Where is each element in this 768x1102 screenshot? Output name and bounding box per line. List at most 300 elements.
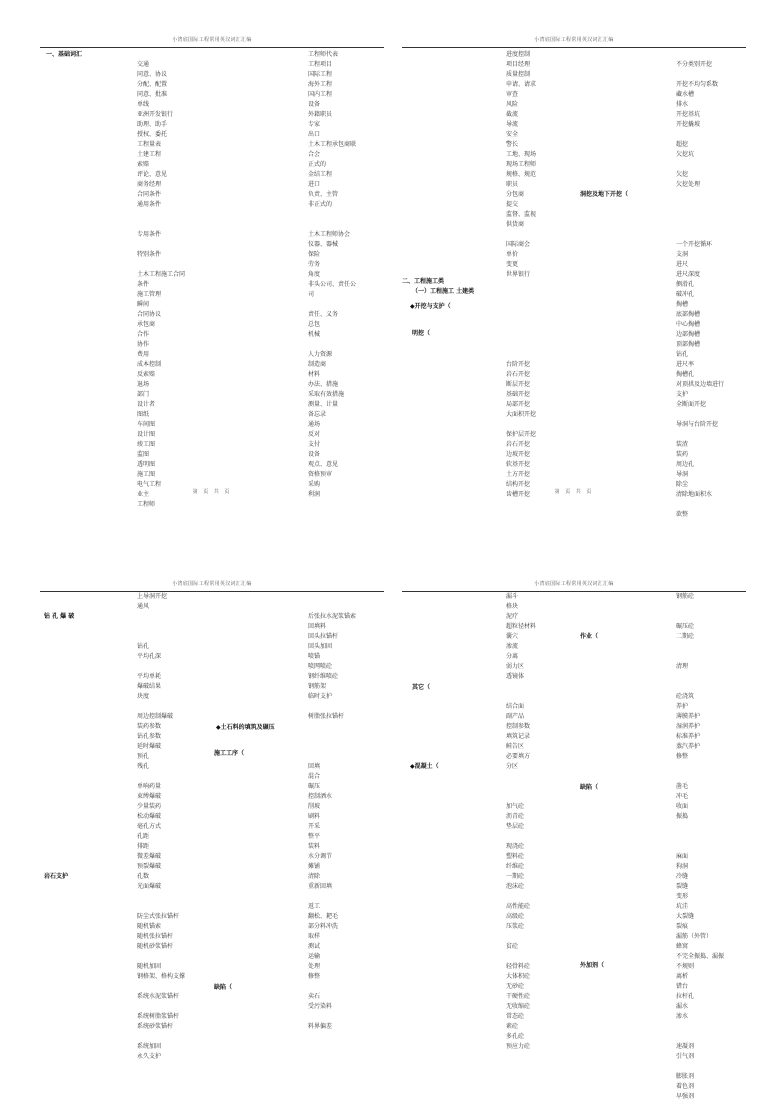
blank-line xyxy=(137,1002,185,1012)
term-item: 无收缩砼 xyxy=(506,1003,531,1010)
blank-line xyxy=(506,692,536,702)
term-item: 工程师 xyxy=(137,501,156,508)
blank-line xyxy=(137,662,185,672)
blank-line xyxy=(676,832,724,842)
blank-line xyxy=(506,932,536,942)
term-item: 预裂爆破 xyxy=(137,863,162,870)
term-item: 干硬性砼 xyxy=(506,993,531,1000)
term-item: 索赔 xyxy=(137,161,150,168)
term-item: 取样 xyxy=(308,933,321,940)
blank-line xyxy=(676,430,724,440)
blank-line xyxy=(308,982,356,992)
term-item: 导流 xyxy=(506,121,519,128)
blank-line xyxy=(676,160,724,170)
term-item: 清理 xyxy=(676,663,689,670)
category-heading: 施工工序（ xyxy=(214,750,245,757)
term-item: 漏水 xyxy=(676,1003,689,1010)
term-item: 利润 xyxy=(308,491,321,498)
term-item: 麻面 xyxy=(676,853,689,860)
term-item: 海外工程 xyxy=(308,81,333,88)
term-item: 车间图 xyxy=(137,421,156,428)
term-item: 分包商 xyxy=(506,191,525,198)
blank-line xyxy=(506,682,536,692)
term-item: 清除 xyxy=(308,873,321,880)
term-item: 平均孔深 xyxy=(137,653,162,660)
term-item: 进尺 xyxy=(676,261,689,268)
term-item: 专家 xyxy=(308,121,321,128)
term-item: 回填 xyxy=(308,763,321,770)
section-heading: 二、工程施工类 xyxy=(402,278,445,285)
term-item: 风险 xyxy=(506,101,519,108)
blank-line xyxy=(506,952,536,962)
term-item: 蒸汽养护 xyxy=(676,743,701,750)
term-item: 随机锚索 xyxy=(137,923,162,930)
term-item: 土木工程施工合同 xyxy=(137,271,186,278)
term-item: 中心掏槽 xyxy=(676,321,701,328)
header-rule xyxy=(402,47,746,48)
term-item: 钢格架、格构支撑 xyxy=(137,973,186,980)
term-item: 开挖不均匀系数 xyxy=(676,81,719,88)
blank-line xyxy=(676,1062,724,1072)
term-item: 工地、现场 xyxy=(506,151,537,158)
term-item: 泡沫砼 xyxy=(506,883,525,890)
term-item: 预孔 xyxy=(137,753,150,760)
page-header: 小湾底国际工程常用英汉词汇汇编 xyxy=(534,581,614,587)
term-item: 后张拉水泥浆锚索 xyxy=(308,613,357,620)
term-item: 不规则 xyxy=(676,963,695,970)
term-item: 鲑告区 xyxy=(506,743,525,750)
term-item: 排距 xyxy=(137,843,150,850)
term-item: 控制参数 xyxy=(506,723,531,730)
term-item: 现场工程师 xyxy=(506,161,537,168)
term-item: 职员 xyxy=(506,181,519,188)
blank-line xyxy=(506,290,536,300)
term-item: 竣工图 xyxy=(137,441,156,448)
term-item: 装药 xyxy=(676,451,689,458)
term-item: 一期砼 xyxy=(506,873,525,880)
blank-line xyxy=(506,330,536,340)
term-item: 边坡开挖 xyxy=(506,451,531,458)
term-item: 侧滑孔 xyxy=(676,281,695,288)
term-item: 齿槽开挖 xyxy=(506,491,531,498)
term-item: 格块 xyxy=(506,603,519,610)
section-heading: 一、基础词汇 xyxy=(46,51,83,58)
blank-line xyxy=(137,612,185,622)
blank-line xyxy=(308,742,356,752)
term-item: 开挖撬坡 xyxy=(676,121,701,128)
blank-line xyxy=(506,310,536,320)
term-item: 收面 xyxy=(676,803,689,810)
term-item: 轻骨料砼 xyxy=(506,963,531,970)
term-item: 沥青砼 xyxy=(506,813,525,820)
term-item: 刷料 xyxy=(308,813,321,820)
term-item: 司 xyxy=(308,291,315,298)
term-column-right xyxy=(308,592,356,1032)
term-column-right xyxy=(676,50,724,520)
term-item: 周边孔 xyxy=(676,461,695,468)
term-item: 设备 xyxy=(308,101,321,108)
term-item: 备忘录 xyxy=(308,411,327,418)
blank-line xyxy=(308,702,356,712)
blank-line xyxy=(308,1012,356,1022)
term-item: 松动爆破 xyxy=(137,813,162,820)
blank-line xyxy=(137,892,185,902)
term-item: 合作 xyxy=(137,331,150,338)
term-item: 膨胀剂 xyxy=(676,1073,695,1080)
term-item: 漏斗 xyxy=(506,593,519,600)
document-page-4 xyxy=(402,580,746,1100)
term-item: 合会 xyxy=(308,151,321,158)
term-item: 单响药量 xyxy=(137,783,162,790)
subsection-heading: （一）工程施工 土建类 xyxy=(412,288,475,295)
blank-line xyxy=(308,210,356,220)
term-item: 测量、计量 xyxy=(308,401,339,408)
term-item: 残孔 xyxy=(137,763,150,770)
term-item: 喷锚 xyxy=(308,653,321,660)
term-item: 开挖基坑 xyxy=(676,111,701,118)
term-item: 反索赔 xyxy=(137,371,156,378)
term-item: 上导洞开挖 xyxy=(137,593,168,600)
blank-line xyxy=(676,210,724,220)
term-item: 块度 xyxy=(137,693,150,700)
blank-line xyxy=(676,822,724,832)
section-heading: 岩石支护 xyxy=(44,873,69,880)
term-item: 透镜体 xyxy=(506,673,525,680)
term-item: 欲整 xyxy=(676,511,689,518)
page-header: 小湾底国际工程常用英汉词汇汇编 xyxy=(172,37,252,43)
term-item: 冷缝 xyxy=(676,873,689,880)
term-item: 退场 xyxy=(137,381,150,388)
term-item: 供货商 xyxy=(506,221,525,228)
blank-line xyxy=(506,230,536,240)
term-item: 顶部掏槽 xyxy=(676,341,701,348)
term-item: 超挖 xyxy=(676,141,689,148)
term-item: 钻孔 xyxy=(137,643,150,650)
term-item: 正式的 xyxy=(308,161,327,168)
term-item: 采购 xyxy=(308,481,321,488)
term-item: 单价 xyxy=(506,251,519,258)
term-item: 回头拉锚杆 xyxy=(308,633,339,640)
page-footer: 第 页 共 页 xyxy=(554,489,594,495)
term-item: 基础开挖 xyxy=(506,391,531,398)
term-item: 钻孔 xyxy=(676,351,689,358)
term-item: 振捣 xyxy=(676,813,689,820)
term-item: 裂缝 xyxy=(676,883,689,890)
term-item: 高级砼 xyxy=(506,913,525,920)
term-item: 规格、规范 xyxy=(506,171,537,178)
term-item: 交通 xyxy=(137,61,150,68)
term-item: 机械 xyxy=(308,331,321,338)
term-item: 专用条件 xyxy=(137,231,162,238)
term-item: 土方开挖 xyxy=(506,471,531,478)
term-item: 欠挖坑 xyxy=(676,151,695,158)
term-item: 孔数 xyxy=(137,873,150,880)
term-item: 钻孔参数 xyxy=(137,733,162,740)
term-item: 削坡 xyxy=(308,803,321,810)
term-item: 装渣 xyxy=(676,441,689,448)
term-item: 运输 xyxy=(308,953,321,960)
term-item: 除尘 xyxy=(676,481,689,488)
term-item: 欠挖 xyxy=(676,171,689,178)
term-item: 早强剂 xyxy=(676,1093,695,1100)
blank-line xyxy=(676,500,724,510)
term-item: 进口 xyxy=(308,181,321,188)
blank-line xyxy=(676,642,724,652)
term-item: 保护层开挖 xyxy=(506,431,537,438)
blank-line xyxy=(137,632,185,642)
term-item: 渗流 xyxy=(506,643,519,650)
blank-line xyxy=(506,340,536,350)
term-item: 警长 xyxy=(506,141,519,148)
term-item: 欠挖处理 xyxy=(676,181,701,188)
term-column-left xyxy=(506,50,536,500)
term-item: 标准养护 xyxy=(676,733,701,740)
term-item: 成本控制 xyxy=(137,361,162,368)
term-item: 施工图 xyxy=(137,471,156,478)
term-item: 质量控制 xyxy=(506,71,531,78)
term-item: 结构开挖 xyxy=(506,481,531,488)
term-item: 协作 xyxy=(137,341,150,348)
term-item: 高性能砼 xyxy=(506,903,531,910)
blank-line xyxy=(676,200,724,210)
category-heading: 缺陷（ xyxy=(580,784,599,791)
term-item: 金结工程 xyxy=(308,171,333,178)
category-heading: ◆混凝土（ xyxy=(410,763,439,770)
term-item: 副产品 xyxy=(506,713,525,720)
page-footer: 第 页 共 页 xyxy=(192,489,232,495)
term-item: 凿毛 xyxy=(676,783,689,790)
term-column-right xyxy=(676,592,724,1102)
term-item: 钢纤维喷砼 xyxy=(308,673,339,680)
category-heading: 其它（ xyxy=(412,684,431,691)
blank-line xyxy=(137,622,185,632)
term-item: 工程项目 xyxy=(308,61,333,68)
term-item: 卖石 xyxy=(308,993,321,1000)
term-item: 监图 xyxy=(137,451,150,458)
term-item: 囊穴 xyxy=(506,633,519,640)
term-item: 微差爆破 xyxy=(137,853,162,860)
blank-line xyxy=(676,682,724,692)
blank-line xyxy=(308,300,356,310)
term-item: 分区 xyxy=(506,763,519,770)
term-item: 弱力区 xyxy=(506,663,525,670)
term-item: 评论、意见 xyxy=(137,171,168,178)
term-item: 外籍职员 xyxy=(308,111,333,118)
term-item: 国际商会 xyxy=(506,241,531,248)
term-item: 速凝剂 xyxy=(676,1043,695,1050)
term-item: 纤维砼 xyxy=(506,863,525,870)
term-item: 不完全振捣、漏振 xyxy=(676,953,725,960)
category-heading: 外加剂（ xyxy=(580,962,605,969)
term-item: 同意、批准 xyxy=(137,91,168,98)
term-item: 单线 xyxy=(137,101,150,108)
term-item: 反对 xyxy=(308,431,321,438)
term-item: 一个开挖循环 xyxy=(676,241,713,248)
blank-line xyxy=(137,702,185,712)
term-item: 局部开挖 xyxy=(506,401,531,408)
blank-line xyxy=(137,982,185,992)
term-item: 湿润养护 xyxy=(676,723,701,730)
term-item: 受污染料 xyxy=(308,1003,333,1010)
term-item: 平均单耗 xyxy=(137,673,162,680)
term-item: 工程师代表 xyxy=(308,51,339,58)
header-rule xyxy=(40,47,384,48)
term-item: 塑料砼 xyxy=(506,853,525,860)
term-item: 设备 xyxy=(308,451,321,458)
term-item: 世界银行 xyxy=(506,271,531,278)
term-item: 监督、监视 xyxy=(506,211,537,218)
term-item: 系统加固 xyxy=(137,1043,162,1050)
blank-line xyxy=(506,892,536,902)
term-item: 授权、委托 xyxy=(137,131,168,138)
term-item: 整平 xyxy=(308,833,321,840)
term-item: 摊铺 xyxy=(308,863,321,870)
term-item: 拉杆孔 xyxy=(676,993,695,1000)
term-item: 毫孔方式 xyxy=(137,823,162,830)
term-item: 测试 xyxy=(308,943,321,950)
term-item: 水分调节 xyxy=(308,853,333,860)
term-item: 电气工程 xyxy=(137,481,162,488)
term-item: 重新回填 xyxy=(308,883,333,890)
blank-line xyxy=(137,240,185,250)
term-item: 进尺率 xyxy=(676,361,695,368)
term-item: 边部掏槽 xyxy=(676,331,701,338)
blank-line xyxy=(137,952,185,962)
term-item: 导洞 xyxy=(676,471,689,478)
blank-line xyxy=(506,420,536,430)
term-item: 断层开挖 xyxy=(506,381,531,388)
blank-line xyxy=(137,260,185,270)
blank-line xyxy=(676,842,724,852)
blank-line xyxy=(676,70,724,80)
blank-line xyxy=(137,902,185,912)
term-item: 合同协议 xyxy=(137,311,162,318)
term-column-left xyxy=(137,592,185,1062)
blank-line xyxy=(676,672,724,682)
term-item: 孔距 xyxy=(137,833,150,840)
term-item: 二期砼 xyxy=(676,633,695,640)
term-item: 掏槽孔 xyxy=(676,371,695,378)
category-heading: 明挖（ xyxy=(412,330,431,337)
term-item: 薄膜养护 xyxy=(676,713,701,720)
blank-line xyxy=(137,1032,185,1042)
term-item: 返工 xyxy=(308,903,321,910)
term-item: 观点、意见 xyxy=(308,461,339,468)
blank-line xyxy=(676,772,724,782)
term-item: 必要填方 xyxy=(506,753,531,760)
term-item: 合同条件 xyxy=(137,191,162,198)
blank-line xyxy=(137,220,185,230)
term-item: 图纸 xyxy=(137,411,150,418)
term-item: 分离 xyxy=(506,653,519,660)
blank-line xyxy=(676,1022,724,1032)
blank-line xyxy=(506,782,536,792)
blank-line xyxy=(506,772,536,782)
term-column-left xyxy=(137,60,185,510)
term-item: 冲毛 xyxy=(676,793,689,800)
term-item: 人力资源 xyxy=(308,351,333,358)
category-heading: 洞挖及地下开挖（ xyxy=(580,191,629,198)
blank-line xyxy=(308,220,356,230)
term-item: 底部掏槽 xyxy=(676,311,701,318)
term-item: 土木工程师协会 xyxy=(308,231,351,238)
blank-line xyxy=(308,752,356,762)
term-item: 进尺深度 xyxy=(676,271,701,278)
term-item: 回填料 xyxy=(308,623,327,630)
term-item: 控制洒水 xyxy=(308,793,333,800)
term-item: 光面爆破 xyxy=(137,883,162,890)
term-item: 钢筋架 xyxy=(308,683,327,690)
term-item: 助理、助手 xyxy=(137,121,168,128)
term-item: 素砼 xyxy=(506,1023,519,1030)
blank-line xyxy=(676,612,724,622)
term-item: 结合面 xyxy=(506,703,525,710)
term-item: 少量装药 xyxy=(137,803,162,810)
term-item: 土木工程承包商联 xyxy=(308,141,357,148)
term-item: 钢筋砼 xyxy=(676,593,695,600)
term-item: 承包商 xyxy=(137,321,156,328)
term-item: 变更 xyxy=(506,261,519,268)
term-item: 蜂窝 xyxy=(676,943,689,950)
term-item: 安全 xyxy=(506,131,519,138)
blank-line xyxy=(676,190,724,200)
term-item: 办法、措施 xyxy=(308,381,339,388)
term-item: 支洞 xyxy=(676,251,689,258)
term-item: 系统树脂浆锚杆 xyxy=(137,1013,180,1020)
term-item: 装料 xyxy=(308,843,321,850)
term-item: 设计图 xyxy=(137,431,156,438)
term-item: 修整 xyxy=(676,753,689,760)
term-item: 台阶开挖 xyxy=(506,361,531,368)
term-item: 坑洼 xyxy=(676,903,689,910)
document-page-3 xyxy=(40,580,384,1060)
blank-line xyxy=(308,722,356,732)
term-item: 束缚爆破 xyxy=(137,793,162,800)
term-item: 周边控制爆破 xyxy=(137,713,174,720)
term-column-right xyxy=(308,50,356,500)
term-item: 岩石开挖 xyxy=(506,371,531,378)
term-item: 垫层砼 xyxy=(506,823,525,830)
term-item: 永久支护 xyxy=(137,1053,162,1060)
term-item: 随机砂浆锚杆 xyxy=(137,943,174,950)
term-item: 特别条件 xyxy=(137,251,162,258)
term-item: 出口 xyxy=(308,131,321,138)
category-heading: 作业（ xyxy=(580,633,599,640)
term-item: 渗水 xyxy=(676,1013,689,1020)
term-item: 翻松、耙毛 xyxy=(308,913,339,920)
term-item: 填筑记录 xyxy=(506,733,531,740)
term-item: 无砂砼 xyxy=(506,983,525,990)
term-item: 申请、请求 xyxy=(506,81,537,88)
term-item: 清除地面积水 xyxy=(676,491,713,498)
term-item: 制造商 xyxy=(308,361,327,368)
blank-line xyxy=(676,1032,724,1042)
blank-line xyxy=(308,602,356,612)
term-item: 藏水槽 xyxy=(676,91,695,98)
blank-line xyxy=(308,892,356,902)
term-item: 施工管理 xyxy=(137,291,162,298)
term-item: 通场 xyxy=(308,421,321,428)
term-item: 材料 xyxy=(308,371,321,378)
term-item: 掏槽 xyxy=(676,301,689,308)
term-item: 系统砂浆锚杆 xyxy=(137,1023,174,1030)
term-item: 进度控制 xyxy=(506,51,531,58)
term-item: 通用条件 xyxy=(137,201,162,208)
blank-line xyxy=(308,592,356,602)
blank-line xyxy=(137,210,185,220)
term-item: 负责、主管 xyxy=(308,191,339,198)
term-item: 混合 xyxy=(308,773,321,780)
